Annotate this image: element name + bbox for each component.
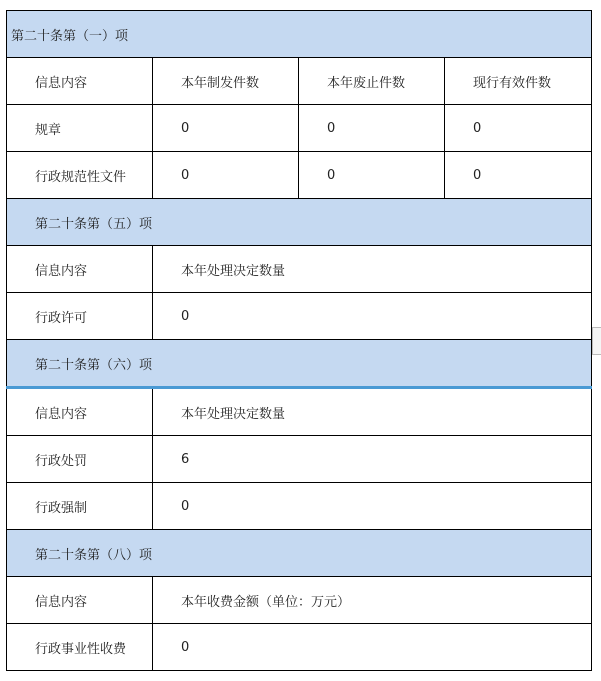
table-resize-handle[interactable] (592, 327, 601, 355)
cell-value: 0 (153, 483, 592, 530)
table-row (7, 624, 592, 671)
row-label: 行政规范性文件 (7, 152, 153, 199)
table-row (7, 436, 592, 483)
row-label: 行政处罚 (7, 436, 153, 483)
row-label: 规章 (7, 105, 153, 152)
gov-info-table (6, 10, 592, 671)
table-header-row (7, 388, 592, 436)
cell-value: 0 (445, 152, 592, 199)
column-header: 信息内容 (7, 58, 153, 105)
table-header-row (7, 58, 592, 105)
section-title: 第二十条第（一）项 (7, 11, 592, 58)
table-row (7, 293, 592, 340)
column-header: 信息内容 (7, 388, 153, 436)
document-page (6, 10, 591, 671)
table-row (7, 105, 592, 152)
row-label: 行政强制 (7, 483, 153, 530)
column-header: 信息内容 (7, 246, 153, 293)
row-label: 行政事业性收费 (7, 624, 153, 671)
cell-value: 6 (153, 436, 592, 483)
section-header (7, 11, 592, 58)
column-header: 现行有效件数 (445, 58, 592, 105)
section-header (7, 199, 592, 246)
cell-value: 0 (299, 105, 445, 152)
cell-value: 0 (153, 293, 592, 340)
section-title: 第二十条第（八）项 (7, 530, 592, 577)
section-header (7, 340, 592, 388)
row-label: 行政许可 (7, 293, 153, 340)
table-row (7, 152, 592, 199)
section-title: 第二十条第（五）项 (7, 199, 592, 246)
section-header (7, 530, 592, 577)
table-row (7, 483, 592, 530)
cell-value: 0 (299, 152, 445, 199)
column-header: 本年制发件数 (153, 58, 299, 105)
cell-value: 0 (153, 105, 299, 152)
section-title: 第二十条第（六）项 (7, 340, 592, 388)
column-header: 本年废止件数 (299, 58, 445, 105)
table-header-row (7, 577, 592, 624)
cell-value: 0 (153, 624, 592, 671)
column-header: 本年收费金额（单位：万元） (153, 577, 592, 624)
table-header-row (7, 246, 592, 293)
column-header: 本年处理决定数量 (153, 388, 592, 436)
column-header: 本年处理决定数量 (153, 246, 592, 293)
cell-value: 0 (445, 105, 592, 152)
cell-value: 0 (153, 152, 299, 199)
column-header: 信息内容 (7, 577, 153, 624)
